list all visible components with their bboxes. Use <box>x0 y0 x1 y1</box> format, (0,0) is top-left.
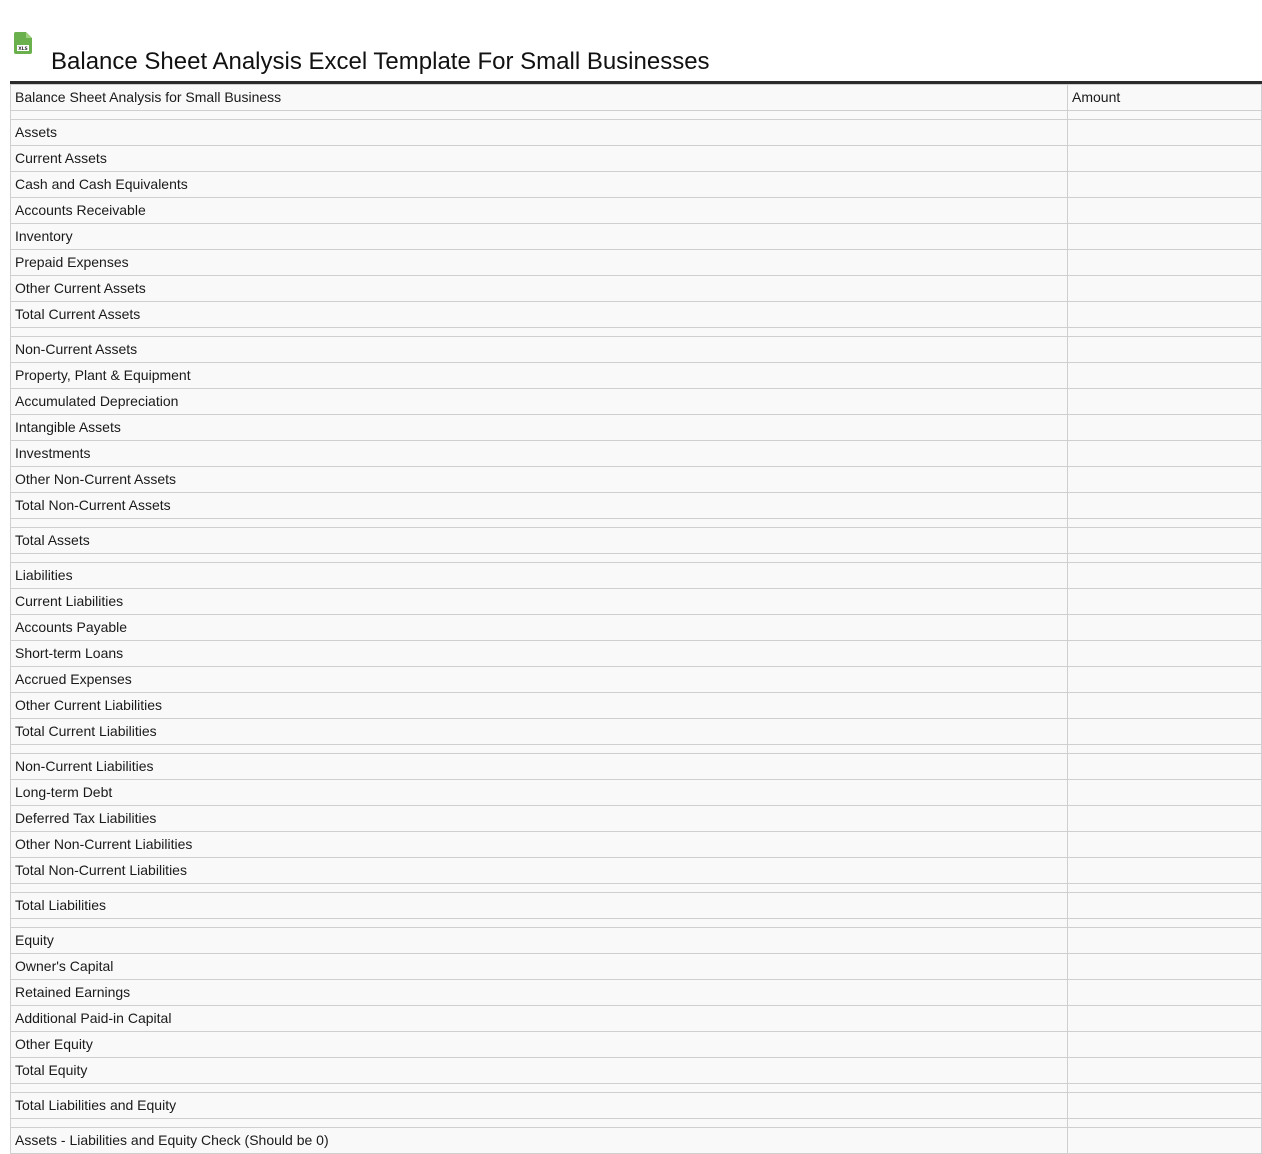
line-item-label: Other Current Assets <box>11 276 1068 302</box>
amount-cell[interactable] <box>1068 589 1262 615</box>
line-item-label: Total Assets <box>11 528 1068 554</box>
amount-cell[interactable] <box>1068 719 1262 745</box>
svg-text:XLS: XLS <box>18 47 28 52</box>
line-item-label: Accumulated Depreciation <box>11 389 1068 415</box>
spacer-row <box>11 328 1262 337</box>
table-row <box>11 928 1262 954</box>
line-item-label <box>11 1084 1068 1093</box>
line-item-label: Owner's Capital <box>11 954 1068 980</box>
page-title: Balance Sheet Analysis Excel Template For Small Businesses <box>51 48 710 76</box>
table-row <box>11 337 1262 363</box>
line-item-label <box>11 1119 1068 1128</box>
balance-sheet-table-container <box>10 81 1262 1154</box>
balance-sheet-table <box>10 84 1262 1154</box>
amount-cell[interactable] <box>1068 563 1262 589</box>
line-item-label: Other Equity <box>11 1032 1068 1058</box>
table-row <box>11 441 1262 467</box>
line-item-label: Accounts Payable <box>11 615 1068 641</box>
line-item-label: Property, Plant & Equipment <box>11 363 1068 389</box>
amount-cell[interactable] <box>1068 615 1262 641</box>
amount-cell[interactable] <box>1068 1128 1262 1154</box>
amount-cell[interactable] <box>1068 1119 1262 1128</box>
amount-cell[interactable] <box>1068 111 1262 120</box>
line-item-label: Assets - Liabilities and Equity Check (Should be 0) <box>11 1128 1068 1154</box>
line-item-label: Total Non-Current Liabilities <box>11 858 1068 884</box>
amount-cell[interactable] <box>1068 1084 1262 1093</box>
amount-cell[interactable] <box>1068 980 1262 1006</box>
table-row <box>11 589 1262 615</box>
amount-cell[interactable] <box>1068 198 1262 224</box>
spacer-row <box>11 1084 1262 1093</box>
amount-cell[interactable] <box>1068 337 1262 363</box>
amount-cell[interactable] <box>1068 745 1262 754</box>
table-row <box>11 754 1262 780</box>
spacer-row <box>11 919 1262 928</box>
line-item-label <box>11 884 1068 893</box>
table-row <box>11 615 1262 641</box>
amount-cell[interactable] <box>1068 389 1262 415</box>
header-cell-amount: Amount <box>1068 85 1262 111</box>
amount-cell[interactable] <box>1068 302 1262 328</box>
amount-cell[interactable] <box>1068 493 1262 519</box>
table-row <box>11 528 1262 554</box>
line-item-label: Long-term Debt <box>11 780 1068 806</box>
amount-cell[interactable] <box>1068 250 1262 276</box>
amount-cell[interactable] <box>1068 693 1262 719</box>
line-item-label: Equity <box>11 928 1068 954</box>
amount-cell[interactable] <box>1068 884 1262 893</box>
amount-cell[interactable] <box>1068 858 1262 884</box>
table-row <box>11 858 1262 884</box>
table-row <box>11 780 1262 806</box>
line-item-label: Total Liabilities and Equity <box>11 1093 1068 1119</box>
table-row <box>11 980 1262 1006</box>
line-item-label: Current Assets <box>11 146 1068 172</box>
line-item-label: Total Equity <box>11 1058 1068 1084</box>
amount-cell[interactable] <box>1068 554 1262 563</box>
spacer-row <box>11 554 1262 563</box>
line-item-label: Inventory <box>11 224 1068 250</box>
amount-cell[interactable] <box>1068 363 1262 389</box>
line-item-label <box>11 919 1068 928</box>
amount-cell[interactable] <box>1068 1093 1262 1119</box>
xls-file-icon <box>13 32 33 54</box>
table-row <box>11 146 1262 172</box>
table-row <box>11 641 1262 667</box>
line-item-label: Cash and Cash Equivalents <box>11 172 1068 198</box>
line-item-label <box>11 111 1068 120</box>
amount-cell[interactable] <box>1068 1058 1262 1084</box>
line-item-label: Other Non-Current Assets <box>11 467 1068 493</box>
amount-cell[interactable] <box>1068 441 1262 467</box>
amount-cell[interactable] <box>1068 1032 1262 1058</box>
line-item-label: Total Current Assets <box>11 302 1068 328</box>
amount-cell[interactable] <box>1068 224 1262 250</box>
line-item-label: Total Liabilities <box>11 893 1068 919</box>
table-row <box>11 893 1262 919</box>
table-row <box>11 250 1262 276</box>
table-row <box>11 1093 1262 1119</box>
table-row <box>11 563 1262 589</box>
line-item-label <box>11 554 1068 563</box>
line-item-label <box>11 328 1068 337</box>
line-item-label: Liabilities <box>11 563 1068 589</box>
amount-cell[interactable] <box>1068 120 1262 146</box>
line-item-label: Current Liabilities <box>11 589 1068 615</box>
line-item-label: Prepaid Expenses <box>11 250 1068 276</box>
amount-cell[interactable] <box>1068 667 1262 693</box>
amount-cell[interactable] <box>1068 928 1262 954</box>
line-item-label: Total Non-Current Assets <box>11 493 1068 519</box>
line-item-label: Total Current Liabilities <box>11 719 1068 745</box>
table-row <box>11 1128 1262 1154</box>
table-row <box>11 198 1262 224</box>
table-row <box>11 719 1262 745</box>
amount-cell[interactable] <box>1068 528 1262 554</box>
table-row <box>11 1006 1262 1032</box>
line-item-label: Assets <box>11 120 1068 146</box>
amount-cell[interactable] <box>1068 172 1262 198</box>
spacer-row <box>11 111 1262 120</box>
line-item-label <box>11 745 1068 754</box>
table-row <box>11 389 1262 415</box>
line-item-label: Retained Earnings <box>11 980 1068 1006</box>
table-row <box>11 302 1262 328</box>
line-item-label: Additional Paid-in Capital <box>11 1006 1068 1032</box>
table-row <box>11 806 1262 832</box>
table-row <box>11 363 1262 389</box>
line-item-label: Accrued Expenses <box>11 667 1068 693</box>
amount-cell[interactable] <box>1068 146 1262 172</box>
line-item-label: Accounts Receivable <box>11 198 1068 224</box>
line-item-label: Other Current Liabilities <box>11 693 1068 719</box>
line-item-label: Non-Current Liabilities <box>11 754 1068 780</box>
amount-cell[interactable] <box>1068 1006 1262 1032</box>
table-row <box>11 120 1262 146</box>
header-cell-item: Balance Sheet Analysis for Small Business <box>11 85 1068 111</box>
line-item-label <box>11 519 1068 528</box>
table-row <box>11 172 1262 198</box>
table-row <box>11 493 1262 519</box>
line-item-label: Intangible Assets <box>11 415 1068 441</box>
table-row <box>11 832 1262 858</box>
amount-cell[interactable] <box>1068 954 1262 980</box>
amount-cell[interactable] <box>1068 893 1262 919</box>
spacer-row <box>11 519 1262 528</box>
amount-cell[interactable] <box>1068 641 1262 667</box>
table-row <box>11 693 1262 719</box>
spacer-row <box>11 1119 1262 1128</box>
table-row <box>11 467 1262 493</box>
table-row <box>11 1032 1262 1058</box>
amount-cell[interactable] <box>1068 832 1262 858</box>
line-item-label: Investments <box>11 441 1068 467</box>
line-item-label: Short-term Loans <box>11 641 1068 667</box>
table-header-row <box>11 85 1262 111</box>
amount-cell[interactable] <box>1068 328 1262 337</box>
amount-cell[interactable] <box>1068 919 1262 928</box>
amount-cell[interactable] <box>1068 467 1262 493</box>
table-row <box>11 667 1262 693</box>
amount-cell[interactable] <box>1068 780 1262 806</box>
line-item-label: Other Non-Current Liabilities <box>11 832 1068 858</box>
amount-cell[interactable] <box>1068 415 1262 441</box>
spacer-row <box>11 884 1262 893</box>
spacer-row <box>11 745 1262 754</box>
amount-cell[interactable] <box>1068 806 1262 832</box>
line-item-label: Deferred Tax Liabilities <box>11 806 1068 832</box>
table-row <box>11 224 1262 250</box>
table-row <box>11 276 1262 302</box>
amount-cell[interactable] <box>1068 519 1262 528</box>
amount-cell[interactable] <box>1068 276 1262 302</box>
amount-cell[interactable] <box>1068 754 1262 780</box>
line-item-label: Non-Current Assets <box>11 337 1068 363</box>
page-header <box>0 0 1262 80</box>
table-row <box>11 1058 1262 1084</box>
table-row <box>11 954 1262 980</box>
table-row <box>11 415 1262 441</box>
table-body <box>11 111 1262 1154</box>
